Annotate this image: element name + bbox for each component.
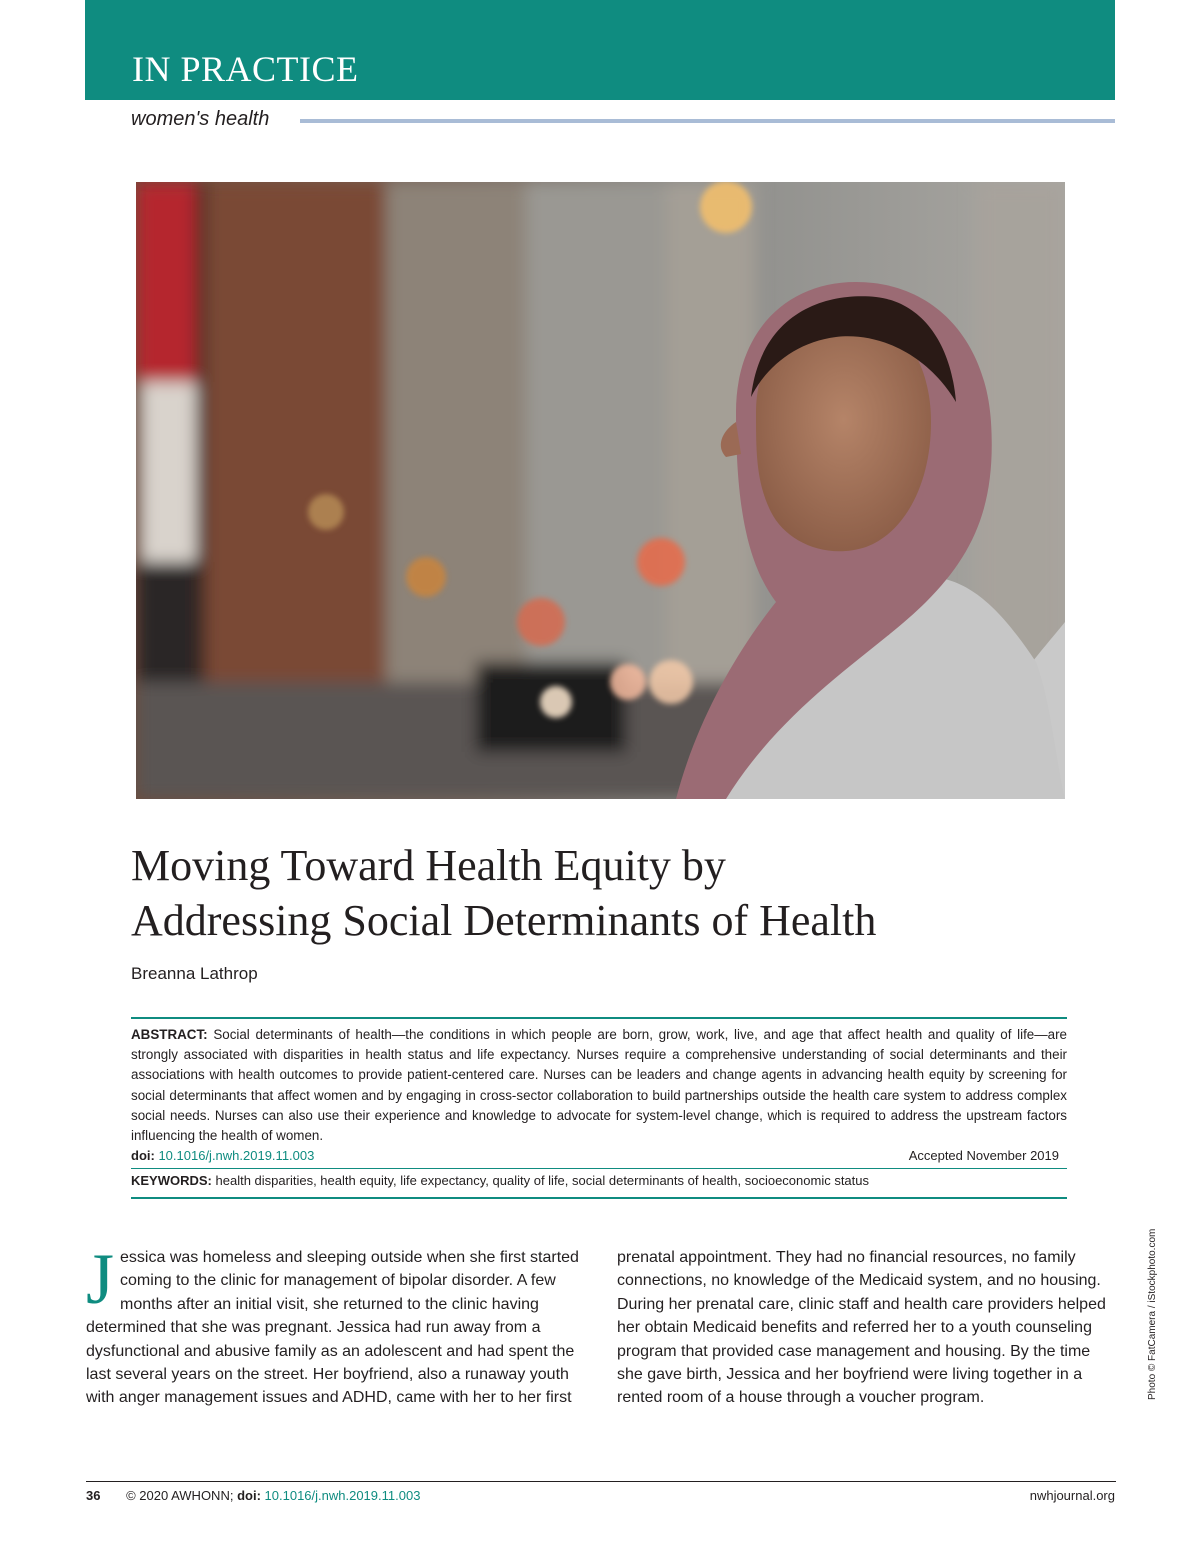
section-label: women's health bbox=[131, 108, 270, 130]
title-line-2: Addressing Social Determinants of Health bbox=[131, 896, 877, 945]
keywords-label: KEYWORDS: bbox=[131, 1173, 212, 1188]
author-name: Breanna Lathrop bbox=[131, 964, 258, 983]
section-banner bbox=[85, 0, 1115, 100]
body-column-1-text: essica was homeless and sleeping outside when she first started coming to the clinic for management of bipolar disorder. A few months after an initial visit, she returned to the clinic having determined that she was pregnant. Jessica had run away from a dysfunctional and abusive family as an adolescent and had spent the last several years on the street. Her boyfriend, also a runaway youth with anger management issues and ADHD, came with her to her first bbox=[86, 1249, 579, 1407]
keywords-text: health disparities, health equity, life expectancy, quality of life, social determinants of health, socioeconomic status bbox=[215, 1173, 870, 1188]
abstract-doi-line bbox=[131, 1148, 1059, 1163]
body-column-1 bbox=[86, 1239, 583, 1410]
footer-doi-link[interactable]: 10.1016/j.nwh.2019.11.003 bbox=[264, 1488, 421, 1503]
page-number: 36 bbox=[86, 1488, 101, 1503]
woman-in-headscarf-city-street-photo bbox=[136, 182, 1065, 799]
banner-title: IN PRACTICE bbox=[132, 49, 359, 89]
keywords bbox=[131, 1173, 869, 1188]
section-divider bbox=[300, 119, 1115, 123]
abstract-mid-rule bbox=[131, 1168, 1067, 1169]
journal-site[interactable]: nwhjournal.org bbox=[1029, 1488, 1115, 1503]
dropcap: J bbox=[86, 1239, 115, 1319]
article-photo bbox=[136, 182, 1065, 799]
photo-credit: Photo © FatCamera / iStockphoto.com bbox=[1147, 1228, 1158, 1400]
abstract-text: Social determinants of health—the conditions in which people are born, grow, work, live, and age that affect health and quality of life—are strongly associated with disparities in health status and life expectancy. Nurses require a comprehensive understanding of social determinants and their associations with health outcomes to provide patient-centered care. Nurses can be leaders and change agents in advancing health equity by screening for social determinants that affect women and by engaging in cross-sector collaboration to build partnerships outside the health care system to address complex social needs. Nurses can also use their experience and knowledge to advocate for system-level change, which is required to address the upstream factors influencing the health of women. bbox=[131, 1027, 1067, 1144]
abstract-doi-link[interactable]: 10.1016/j.nwh.2019.11.003 bbox=[158, 1148, 315, 1163]
article-title bbox=[131, 838, 1091, 948]
footer-left bbox=[86, 1488, 420, 1503]
footer-doi-label: doi: bbox=[237, 1488, 261, 1503]
abstract-bottom-rule bbox=[131, 1197, 1067, 1199]
abstract-top-rule bbox=[131, 1017, 1067, 1019]
footer-copyright: © 2020 AWHONN; bbox=[126, 1488, 234, 1503]
title-line-1: Moving Toward Health Equity by bbox=[131, 841, 726, 890]
abstract-label: ABSTRACT: bbox=[131, 1027, 208, 1042]
abstract bbox=[131, 1025, 1067, 1146]
footer-divider bbox=[86, 1481, 1116, 1482]
accepted-date: Accepted November 2019 bbox=[908, 1148, 1059, 1163]
body-column-2: prenatal appointment. They had no financial resources, no family connections, no knowledge of the Medicaid system, and no housing. During her prenatal care, clinic staff and health care providers helped her obtain Medicaid benefits and referred her to a youth counseling program that provided case management and housing. By the time she gave birth, Jessica and her boyfriend were living together in a rented room of a house through a voucher program. bbox=[617, 1249, 1106, 1407]
abstract-doi-label: doi: bbox=[131, 1148, 155, 1163]
